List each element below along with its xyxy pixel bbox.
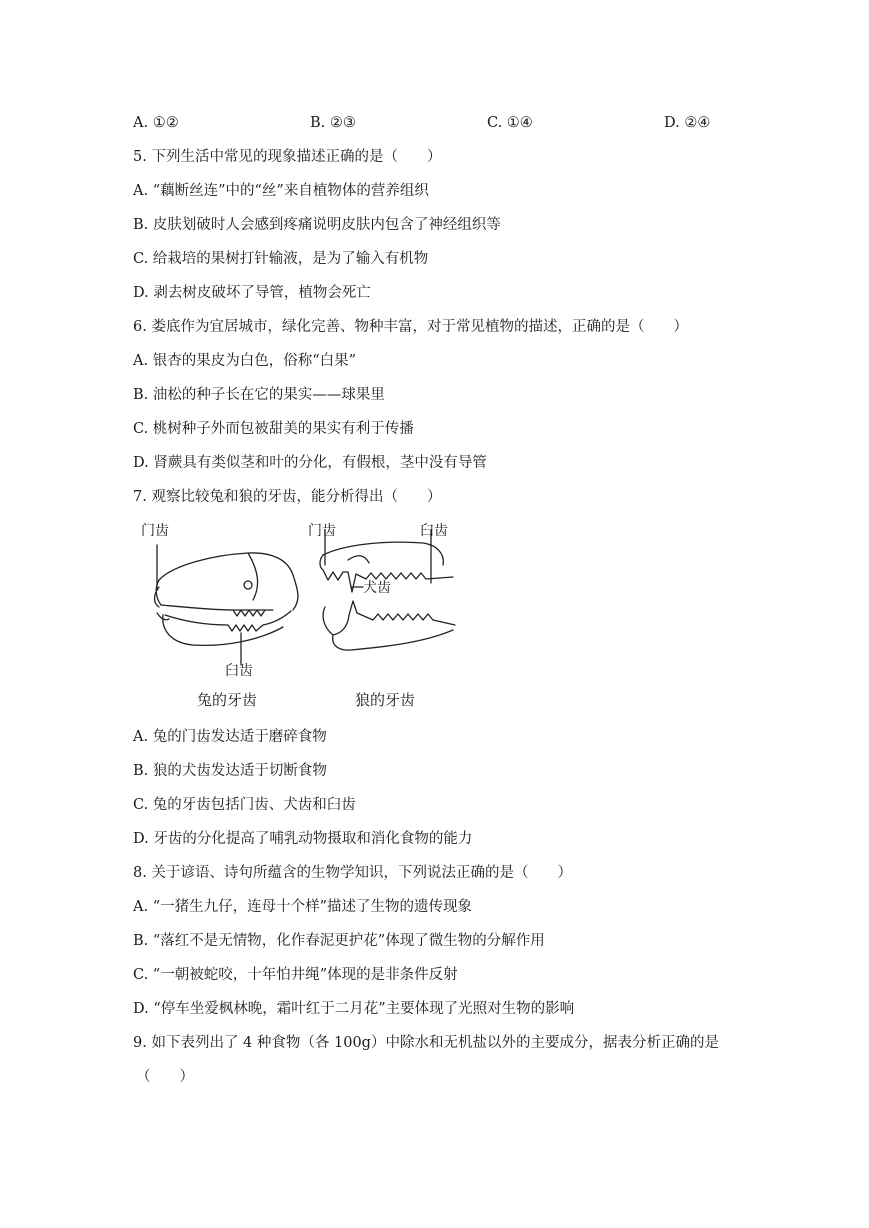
- q7-option-d: D. 牙齿的分化提高了哺乳动物摄取和消化食物的能力: [133, 831, 473, 847]
- q4-option-b: B. ②③: [310, 115, 356, 131]
- q6-option-c: C. 桃树种子外而包被甜美的果实有利于传播: [133, 421, 414, 437]
- wolf-molar-label: 臼齿: [420, 523, 448, 539]
- q9-stem: 9. 如下表列出了 4 种食物（各 100g）中除水和无机盐以外的主要成分，据表分析正确的是: [133, 1035, 719, 1051]
- rabbit-caption: 兔的牙齿: [197, 691, 258, 709]
- q5-option-c: C. 给栽培的果树打针输液，是为了输入有机物: [133, 251, 429, 267]
- q4-option-c: C. ①④: [487, 115, 533, 131]
- q8-stem: 8. 关于谚语、诗句所蕴含的生物学知识，下列说法正确的是（ ）: [133, 865, 572, 881]
- rabbit-molar-label: 臼齿: [225, 663, 253, 679]
- q8-option-c: C. “一朝被蛇咬，十年怕井绳”体现的是非条件反射: [133, 967, 458, 983]
- wolf-canine-label: 犬齿: [363, 580, 391, 596]
- q9-stem-cont: （ ）: [136, 1069, 194, 1085]
- teeth-figure: [133, 515, 473, 715]
- wolf-incisor-label: 门齿: [308, 523, 336, 539]
- wolf-caption: 狼的牙齿: [355, 691, 416, 709]
- q5-option-a: A. “藕断丝连”中的“丝”来自植物体的营养组织: [133, 183, 429, 199]
- q7-option-c: C. 兔的牙齿包括门齿、犬齿和臼齿: [133, 797, 356, 813]
- q5-option-d: D. 剥去树皮破坏了导管，植物会死亡: [133, 285, 371, 301]
- rabbit-incisor-label: 门齿: [141, 523, 169, 539]
- q5-stem: 5. 下列生活中常见的现象描述正确的是（ ）: [133, 149, 442, 165]
- q6-option-d: D. 肾蕨具有类似茎和叶的分化，有假根，茎中没有导管: [133, 455, 487, 471]
- q8-option-d: D. “停车坐爱枫林晚，霜叶红于二月花”主要体现了光照对生物的影响: [133, 1001, 575, 1017]
- q6-stem: 6. 娄底作为宜居城市，绿化完善、物种丰富，对于常见植物的描述，正确的是（ ）: [133, 319, 688, 335]
- q6-option-a: A. 银杏的果皮为白色，俗称“白果”: [133, 353, 357, 369]
- q6-option-b: B. 油松的种子长在它的果实——球果里: [133, 387, 385, 403]
- q5-option-b: B. 皮肤划破时人会感到疼痛说明皮肤内包含了神经组织等: [133, 217, 501, 233]
- teeth-diagram: [133, 515, 473, 715]
- q4-option-a: A. ①②: [133, 115, 179, 131]
- q7-option-b: B. 狼的犬齿发达适于切断食物: [133, 763, 327, 779]
- rabbit-skull-drawing: [155, 545, 298, 665]
- q7-option-a: A. 兔的门齿发达适于磨碎食物: [133, 729, 327, 745]
- q4-option-d: D. ②④: [664, 115, 711, 131]
- q8-option-b: B. “落红不是无情物，化作春泥更护花”体现了微生物的分解作用: [133, 933, 545, 949]
- q7-stem: 7. 观察比较兔和狼的牙齿，能分析得出（ ）: [133, 489, 442, 505]
- q8-option-a: A. “一猪生九仔，连母十个样”描述了生物的遗传现象: [133, 899, 473, 915]
